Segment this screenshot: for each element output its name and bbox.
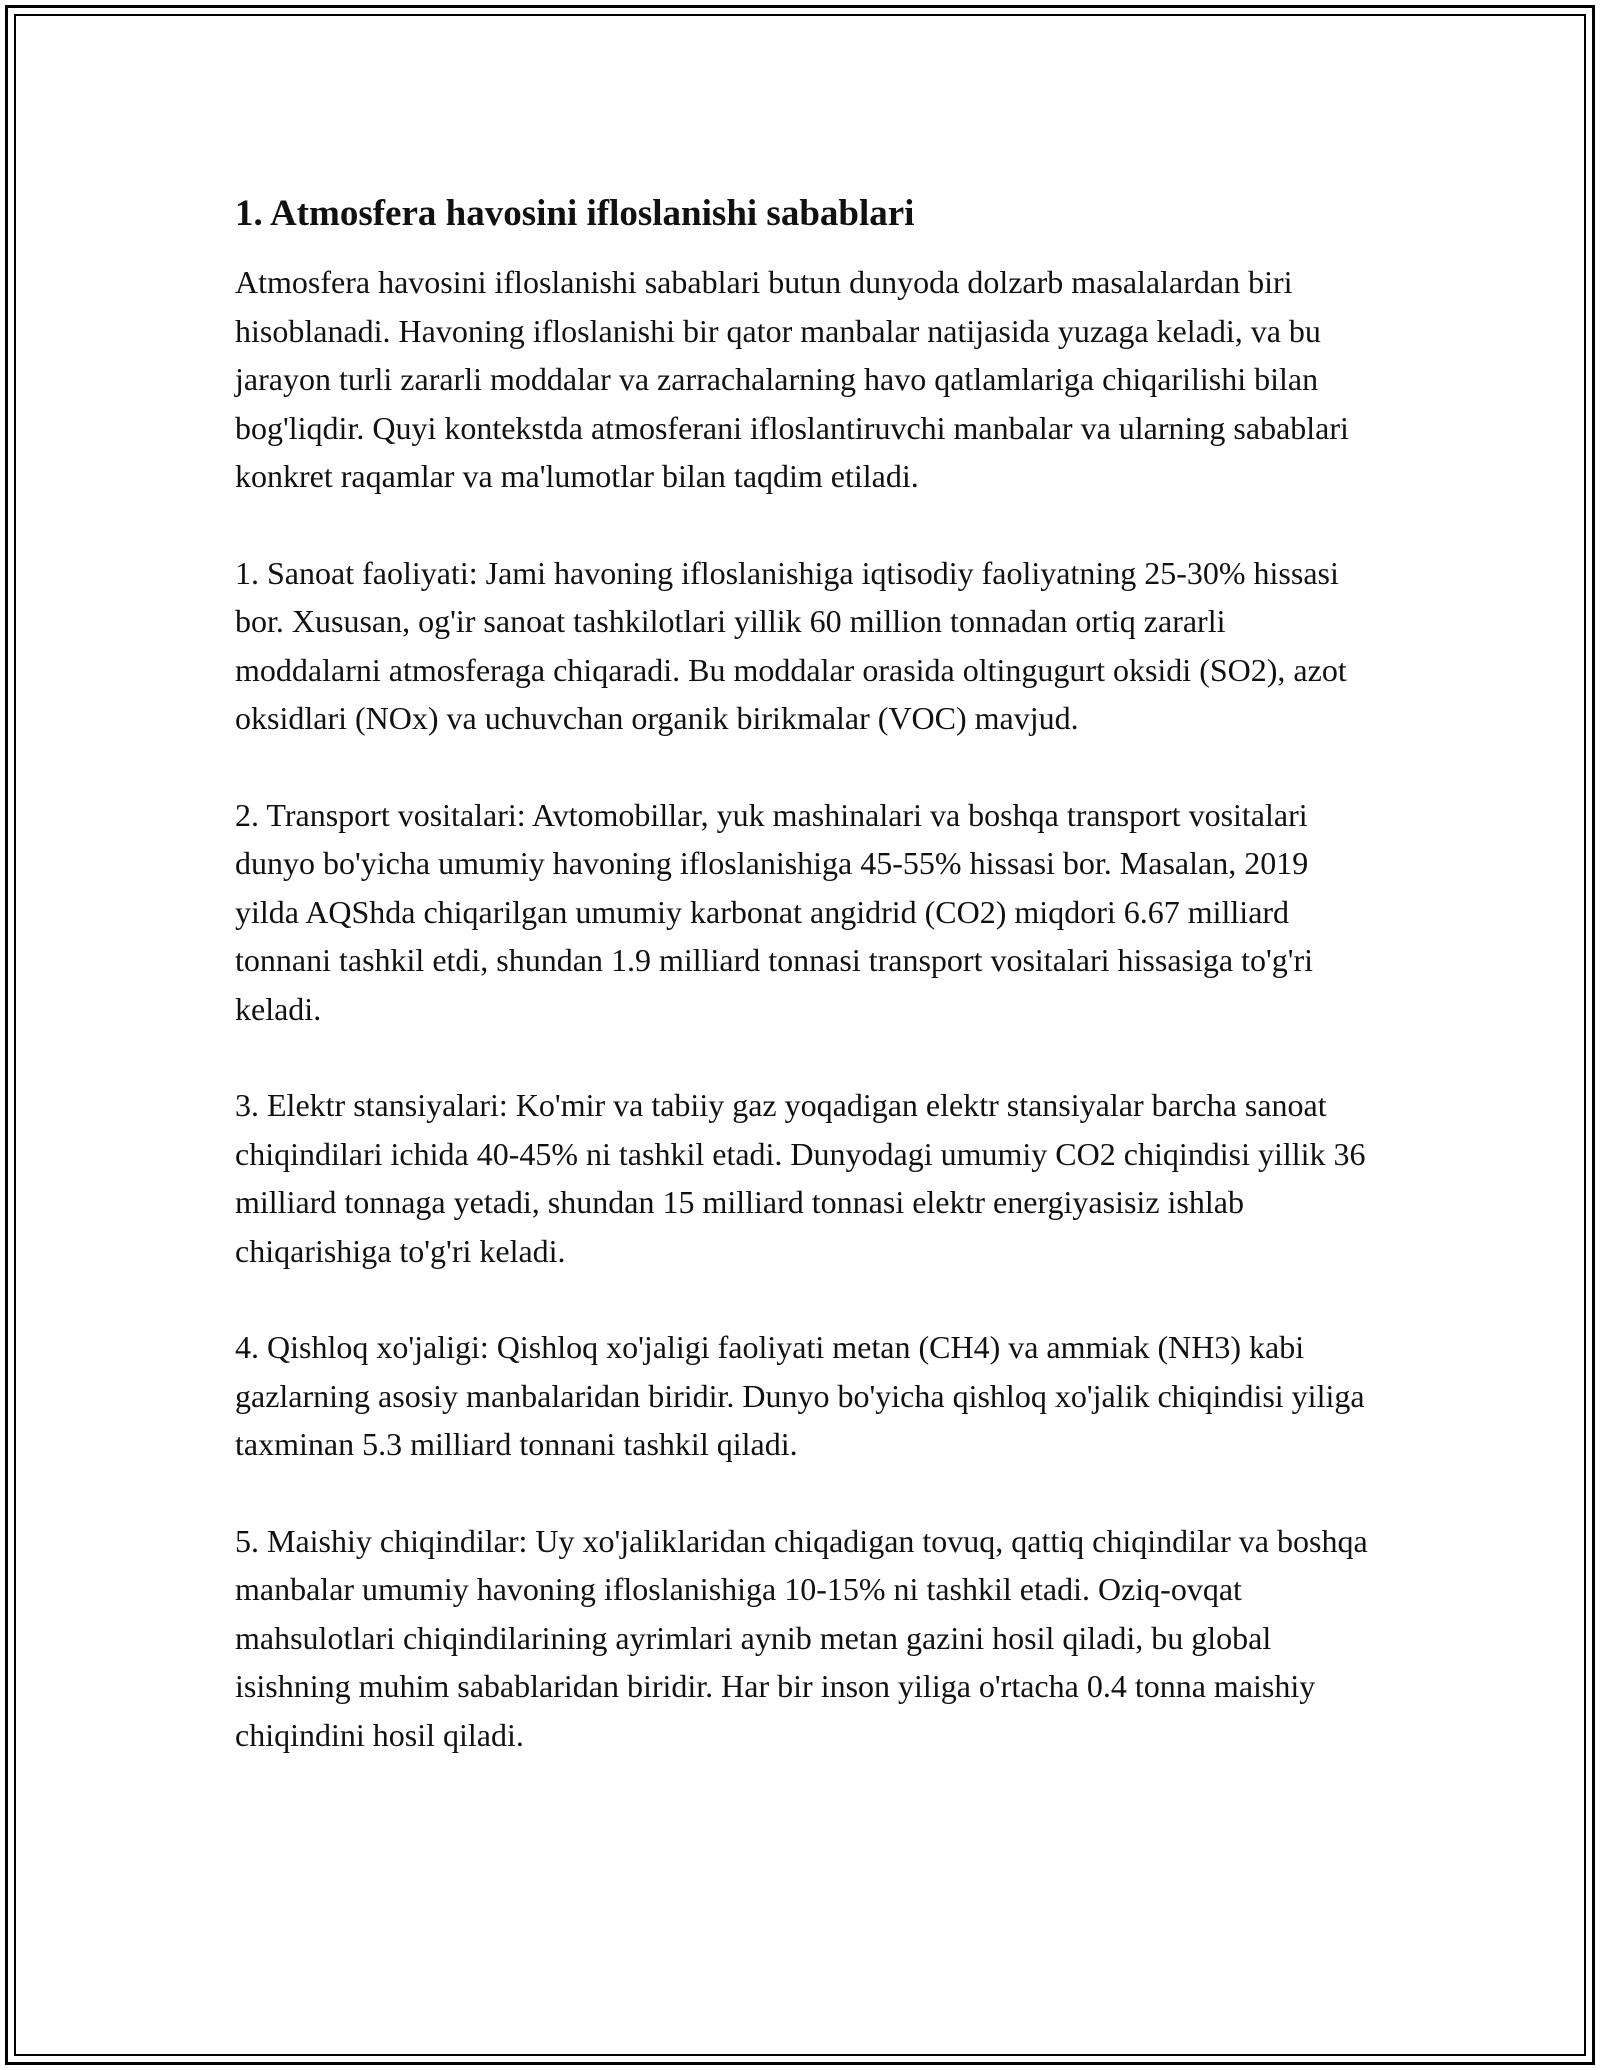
intro-paragraph: Atmosfera havosini ifloslanishi sabablari butun dunyoda dolzarb masalalardan biri hisoblanadi. Havoning ifloslanishi bir qator manbalar natijasida yuzaga keladi, va bu jarayon turli zararli moddalar va zarrachalarning havo qatlamlariga chiqarilishi bilan bog'liqdir. Quyi kontekstda atmosferani ifloslantiruvchi manbalar va ularning sabablari konkret raqamlar va ma'lumotlar bilan taqdim etiladi.: [235, 264, 1349, 494]
section-title: 1. Atmosfera havosini ifloslanishi sabablari: [235, 193, 915, 234]
paragraph-household-waste: 5. Maishiy chiqindilar: Uy xo'jaliklaridan chiqadigan tovuq, qattiq chiqindilar va boshqa manbalar umumiy havoning ifloslanishiga 10-15% ni tashkil etadi. Oziq-ovqat mahsulotlari chiqindilarining ayrimlari aynib metan gazini hosil qiladi, bu global isishning muhim sabablaridan biridir. Har bir inson yiliga o'rtacha 0.4 tonna maishiy chiqindini hosil qiladi.: [235, 1522, 1368, 1753]
paragraph-agriculture: 4. Qishloq xo'jaligi: Qishloq xo'jaligi faoliyati metan (CH4) va ammiak (NH3) kabi gazlarning asosiy manbalaridan biridir. Dunyo bo'yicha qishloq xo'jalik chiqindisi yiliga taxminan 5.3 milliard tonnani tashkil qiladi.: [235, 1329, 1365, 1462]
document-body: [235, 180, 1375, 1807]
paragraph-power-plants: 3. Elektr stansiyalari: Ko'mir va tabiiy gaz yoqadigan elektr stansiyalar barcha sanoat chiqindilari ichida 40-45% ni tashkil etadi. Dunyodagi umumiy CO2 chiqindisi yillik 36 milliard tonnaga yetadi, shundan 15 milliard tonnasi elektr energiyasisiz ishlab chiqarishiga to'g'ri keladi.: [235, 1087, 1366, 1269]
paragraph-transport: 2. Transport vositalari: Avtomobillar, yuk mashinalari va boshqa transport vositalari dunyo bo'yicha umumiy havoning ifloslanishiga 45-55% hissasi bor. Masalan, 2019 yilda AQShda chiqarilgan umumiy karbonat angidrid (CO2) miqdori 6.67 milliard tonnani tashkil etdi, shundan 1.9 milliard tonnasi transport vositalari hissasiga to'g'ri keladi.: [235, 796, 1314, 1027]
paragraph-industry: 1. Sanoat faoliyati: Jami havoning ifloslanishiga iqtisodiy faoliyatning 25-30% hissasi bor. Xususan, og'ir sanoat tashkilotlari yillik 60 million tonnadan ortiq zararli moddalarni atmosferaga chiqaradi. Bu moddalar orasida oltingugurt oksidi (SO2), azot oksidlari (NOx) va uchuvchan organik birikmalar (VOC) mavjud.: [235, 554, 1347, 736]
